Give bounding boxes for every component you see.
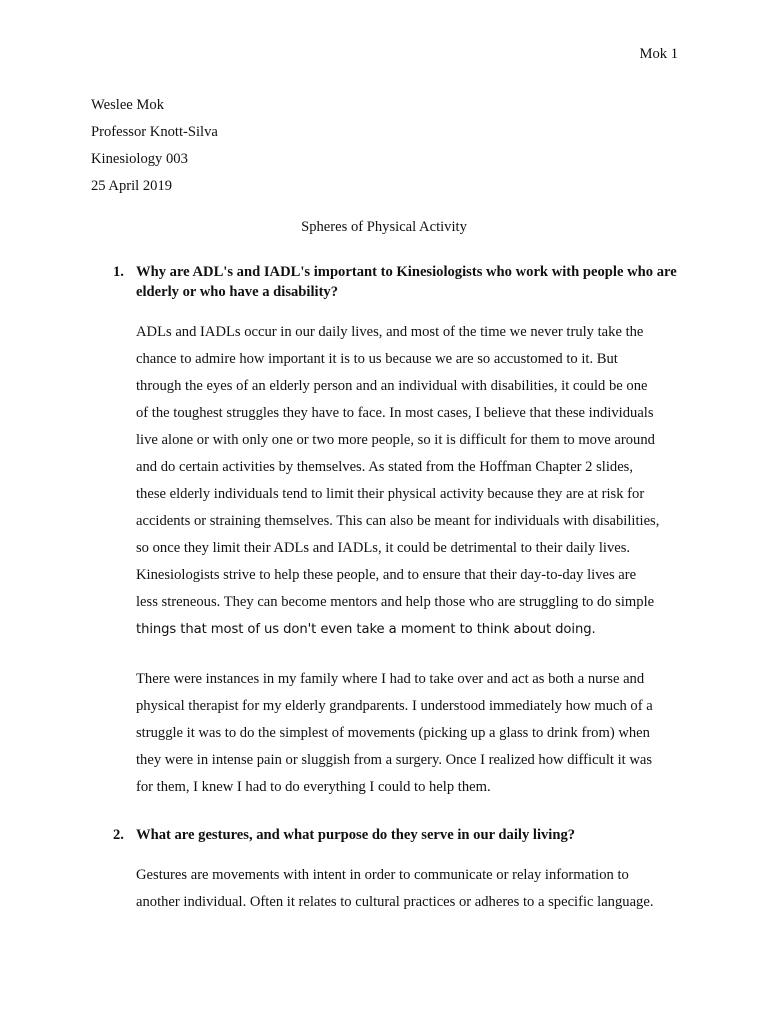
paragraph-line: less streneous. They can become mentors and help those who are struggling to do simple bbox=[136, 594, 655, 610]
question-2 bbox=[113, 826, 678, 846]
question-number: 2. bbox=[113, 827, 124, 843]
answer-1-paragraph-1 bbox=[136, 319, 681, 643]
paragraph-line: things that most of us don't even take a moment to think about doing. bbox=[136, 622, 596, 637]
paragraph-line: these elderly individuals tend to limit their physical activity because they are at risk for bbox=[136, 486, 645, 502]
answer-2-paragraph-1 bbox=[136, 862, 681, 916]
document-date: 25 April 2019 bbox=[91, 178, 173, 194]
question-text: What are gestures, and what purpose do they serve in our daily living? bbox=[136, 827, 576, 843]
paragraph-line: Gestures are movements with intent in order to communicate or relay information to bbox=[136, 867, 629, 883]
paragraph-line: chance to admire how important it is to us because we are so accustomed to it. But bbox=[136, 351, 618, 367]
page-header-number: Mok 1 bbox=[639, 46, 678, 62]
paragraph-line: they were in intense pain or sluggish from a surgery. Once I realized how difficult it was bbox=[136, 752, 653, 768]
author-name: Weslee Mok bbox=[91, 97, 164, 113]
paragraph-line: and do certain activities by themselves. As stated from the Hoffman Chapter 2 slides, bbox=[136, 459, 634, 475]
question-number: 1. bbox=[113, 264, 124, 280]
paragraph-line: There were instances in my family where I had to take over and act as both a nurse and bbox=[136, 671, 645, 687]
paragraph-line: physical therapist for my elderly grandparents. I understood immediately how much of a bbox=[136, 698, 653, 714]
paragraph-line: live alone or with only one or two more people, so it is difficult for them to move around bbox=[136, 432, 655, 448]
paragraph-line: through the eyes of an elderly person and an individual with disabilities, it could be one bbox=[136, 378, 648, 394]
paragraph-line: accidents or straining themselves. This can also be meant for individuals with disabilities, bbox=[136, 513, 660, 529]
question-text: Why are ADL's and IADL's important to Kinesiologists who work with people who are elderly or who have a disability? bbox=[136, 264, 677, 300]
document-title: Spheres of Physical Activity bbox=[301, 219, 467, 235]
paragraph-line: struggle it was to do the simplest of movements (picking up a glass to drink from) when bbox=[136, 725, 650, 741]
paragraph-line: another individual. Often it relates to cultural practices or adheres to a specific language. bbox=[136, 894, 654, 910]
paragraph-line: so once they limit their ADLs and IADLs, it could be detrimental to their daily lives. bbox=[136, 540, 631, 556]
paragraph-line: ADLs and IADLs occur in our daily lives, and most of the time we never truly take the bbox=[136, 324, 644, 340]
answer-1-paragraph-2 bbox=[136, 666, 681, 801]
paragraph-line: for them, I knew I had to do everything I could to help them. bbox=[136, 779, 491, 795]
mla-heading bbox=[91, 92, 218, 200]
course-name: Kinesiology 003 bbox=[91, 151, 188, 167]
paragraph-line: Kinesiologists strive to help these people, and to ensure that their day-to-day lives are bbox=[136, 567, 637, 583]
paragraph-line: of the toughest struggles they have to face. In most cases, I believe that these individuals bbox=[136, 405, 654, 421]
professor-name: Professor Knott-Silva bbox=[91, 124, 218, 140]
question-1 bbox=[113, 263, 678, 302]
